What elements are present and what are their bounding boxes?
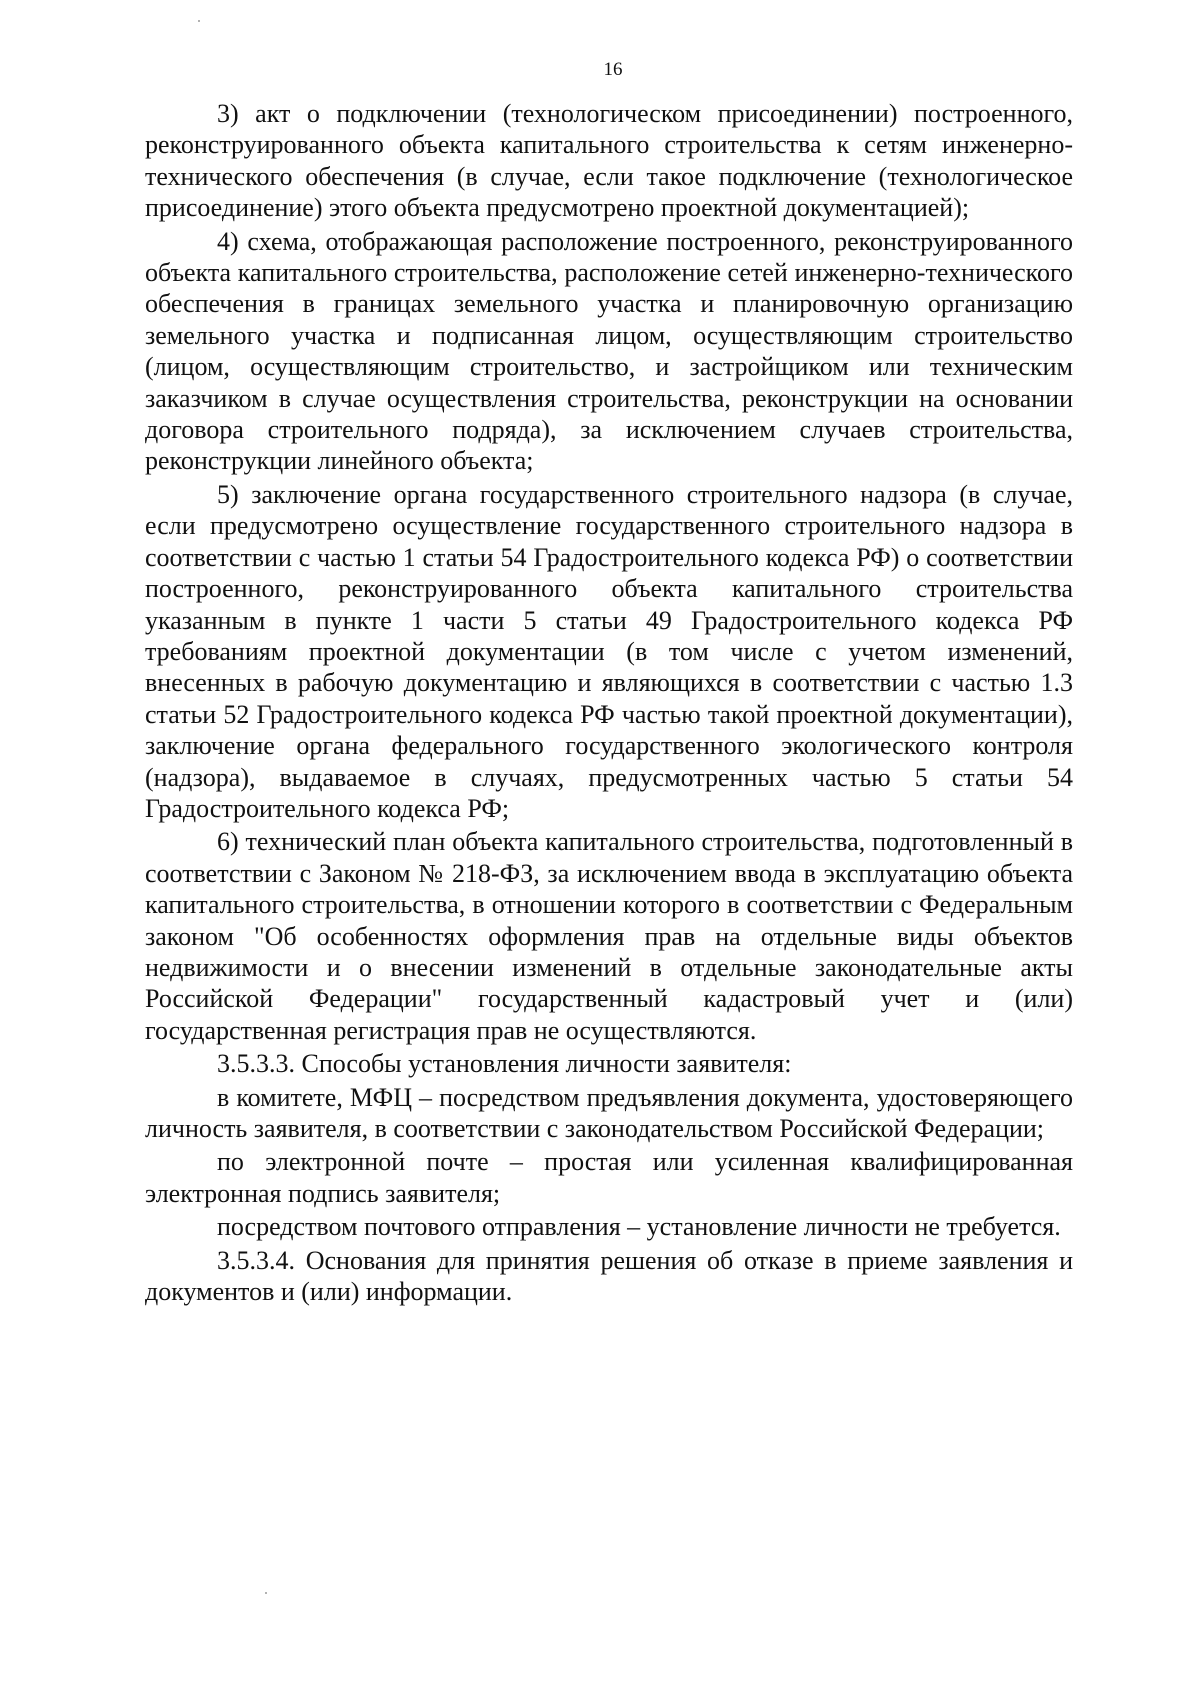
paragraph-postal: посредством почтового отправления – установление личности не требуется.: [217, 1212, 1061, 1242]
scan-speck: [198, 20, 200, 22]
paragraph-email: по электронной почте – простая или усиленная квалифицированная электронная подпись заявителя;: [145, 1147, 1073, 1208]
paragraph-item-6: 6) технический план объекта капитального строительства, подготовленный в соответствии с Законом № 218-ФЗ, за исключением ввода в эксплуатацию объекта капитального строительства, в отношении которого в соответствии с Федеральным законом "Об особенностях оформления прав на отдельные виды объектов недвижимости и о внесении изменений в отдельные законодательные акты Российской Федерации" государственный кадастровый учет и (или) государственная регистрация прав не осуществляются.: [145, 827, 1073, 1045]
page-number: 16: [603, 59, 623, 80]
paragraph-3-5-3-4: 3.5.3.4. Основания для принятия решения об отказе в приеме заявления и документов и (или) информации.: [145, 1245, 1073, 1307]
scan-speck: [265, 1592, 267, 1594]
paragraph-item-5: 5) заключение органа государственного строительного надзора (в случае, если предусмотрено осуществление государственного строительного надзора в соответствии с частью 1 статьи 54 Градостроительного кодекса РФ) о соответствии построенного, реконструированного объекта капитального строительства указанным в пункте 1 части 5 статьи 49 Градостроительного кодекса РФ требованиям проектной документации (в том числе с учетом изменений, внесенных в рабочую документацию и являющихся в соответствии с частью 1.3 статьи 52 Градостроительного кодекса РФ частью такой проектной документации), заключение органа федерального государственного экологического контроля (надзора), выдаваемое в случаях, предусмотренных частью 5 статьи 54 Градостроительного кодекса РФ;: [145, 479, 1073, 823]
paragraph-committee-mfc: в комитете, МФЦ – посредством предъявления документа, удостоверяющего личность заявителя, в соответствии с законодательством Российской Федерации;: [145, 1082, 1073, 1143]
paragraph-3-5-3-3-heading: 3.5.3.3. Способы установления личности заявителя:: [217, 1049, 792, 1079]
document-body: [145, 98, 1073, 1307]
paragraph-item-4: 4) схема, отображающая расположение построенного, реконструированного объекта капитального строительства, расположение сетей инженерно-технического обеспечения в границах земельного участка и планировочную организацию земельного участка и подписанная лицом, осуществляющим строительство (лицом, осуществляющим строительство, и застройщиком или техническим заказчиком в случае осуществления строительства, реконструкции на основании договора строительного подряда), за исключением случаев строительства, реконструкции линейного объекта;: [145, 226, 1073, 476]
paragraph-item-3: 3) акт о подключении (технологическом присоединении) построенного, реконструированного объекта капитального строительства к сетям инженерно-технического обеспечения (в случае, если такое подключение (технологическое присоединение) этого объекта предусмотрено проектной документацией);: [145, 99, 1073, 223]
